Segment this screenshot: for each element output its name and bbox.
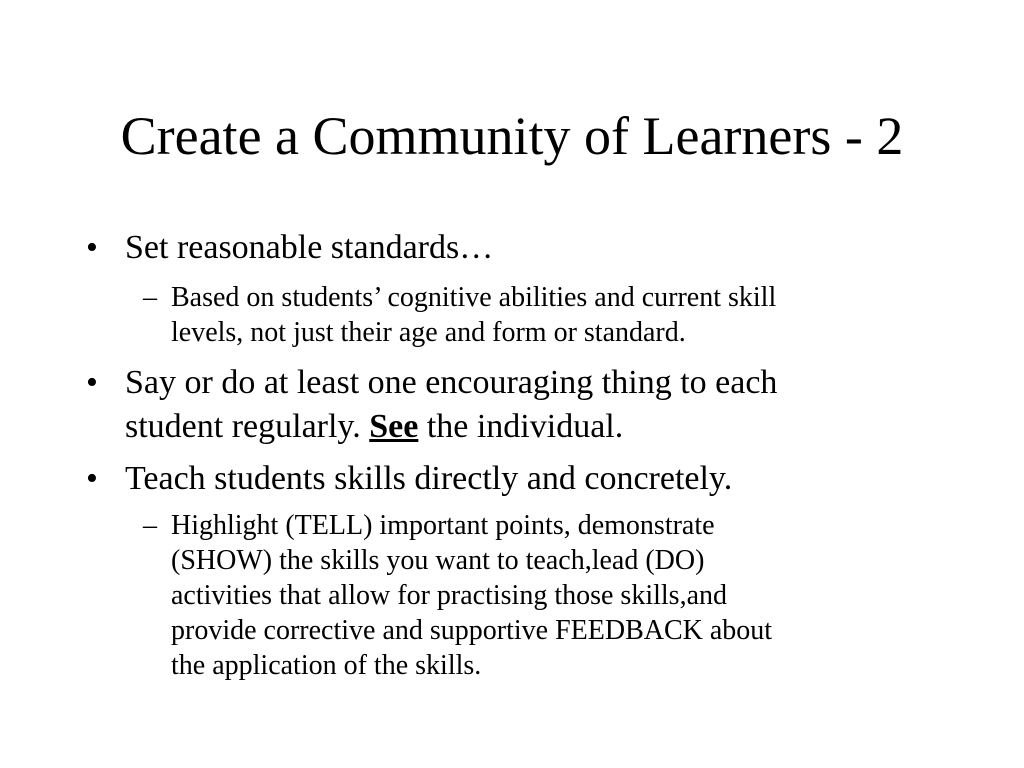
sub-bullet-text — [171, 280, 991, 350]
bullet-line — [125, 405, 925, 449]
sub-bullet-line: (SHOW) the skills you want to teach,lead (DO) — [171, 545, 705, 576]
bullet-line-part: student regularly. — [125, 408, 370, 445]
sub-bullet-text — [171, 508, 991, 683]
bullet-text: Set reasonable standards… — [125, 229, 494, 266]
sub-bullet-marker: – — [143, 510, 157, 541]
bullet-marker: • — [86, 364, 98, 401]
bullet-text: Teach students skills directly and concretely. — [125, 460, 733, 497]
sub-bullet-line: Highlight (TELL) important points, demonstrate — [171, 510, 715, 541]
sub-bullet-line: levels, not just their age and form or standard. — [171, 317, 686, 348]
slide-title: Create a Community of Learners - 2 — [120, 106, 904, 166]
sub-bullet-line: provide corrective and supportive FEEDBACK about — [171, 615, 773, 646]
bullet-marker: • — [86, 460, 98, 497]
emphasized-word: See — [369, 408, 419, 445]
sub-bullet-line: the application of the skills. — [171, 650, 482, 681]
sub-bullet-marker: – — [143, 282, 157, 313]
sub-bullet-line: activities that allow for practising those skills,and — [171, 580, 727, 611]
bullet-text — [125, 361, 925, 449]
sub-bullet-line: Based on students’ cognitive abilities and current skill — [171, 282, 777, 313]
bullet-line-part: the individual. — [418, 408, 624, 445]
bullet-marker: • — [86, 229, 98, 266]
bullet-line: Say or do at least one encouraging thing to each — [125, 364, 778, 401]
